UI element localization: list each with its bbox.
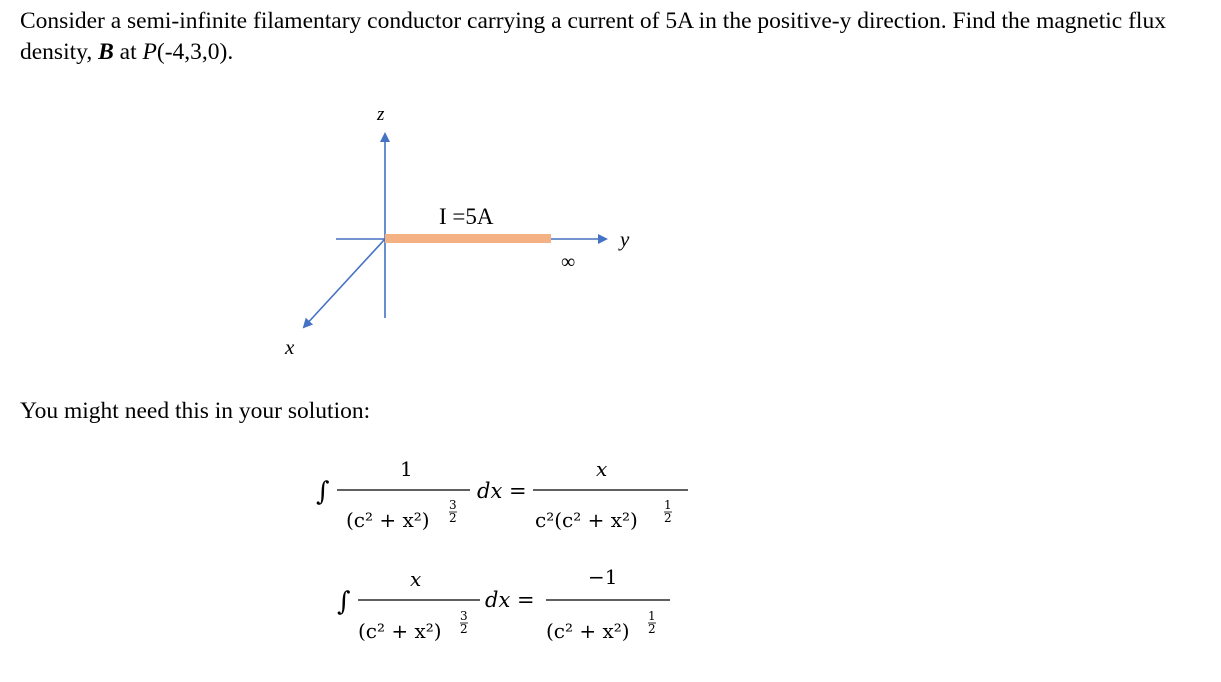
eq1-rhs-denominator: c²(c² + x²) <box>535 508 638 532</box>
eq2-rhs-denominator: (c² + x²) <box>546 619 630 643</box>
eq2-numerator: x <box>410 567 422 591</box>
eq1-integral: ∫ <box>316 477 330 507</box>
equation-1 <box>316 457 688 532</box>
y-label: y <box>620 227 630 251</box>
eq2-denominator-exp: 3 2 <box>460 609 468 636</box>
eq2-dx: dx = <box>485 588 535 612</box>
eq2-integral: ∫ <box>337 587 351 617</box>
eq1-denominator-exp: 3 2 <box>449 498 457 525</box>
eq2-rhs-denominator-exp: 1 2 <box>648 609 656 636</box>
b-symbol: B <box>98 39 114 65</box>
eq1-dx: dx = <box>477 479 527 503</box>
z-label: z <box>377 104 385 125</box>
eq1-rhs-numerator: x <box>596 457 608 481</box>
infinity-label: ∞ <box>561 251 576 273</box>
hint-text: You might need this in your solution: <box>20 398 371 424</box>
problem-text-part1: Consider a semi-infinite filamentary conductor carrying a current of 5A in the positive-y direction. Find the magnetic flux density, <box>20 8 1166 65</box>
equation-2 <box>337 565 670 643</box>
eq1-numerator: 1 <box>400 457 413 481</box>
x-label: x <box>285 335 295 359</box>
eq2-denominator: (c² + x²) <box>358 619 442 643</box>
eq1-denominator: (c² + x²) <box>346 508 430 532</box>
problem-text-part3: (-4,3,0). <box>156 39 234 65</box>
eq1-rhs-denominator-exp: 1 2 <box>664 498 672 525</box>
eq2-rhs-numerator: −1 <box>588 565 618 589</box>
current-label: I =5A <box>439 204 494 229</box>
problem-text-part2: at <box>113 39 143 65</box>
p-symbol: P <box>142 39 157 65</box>
